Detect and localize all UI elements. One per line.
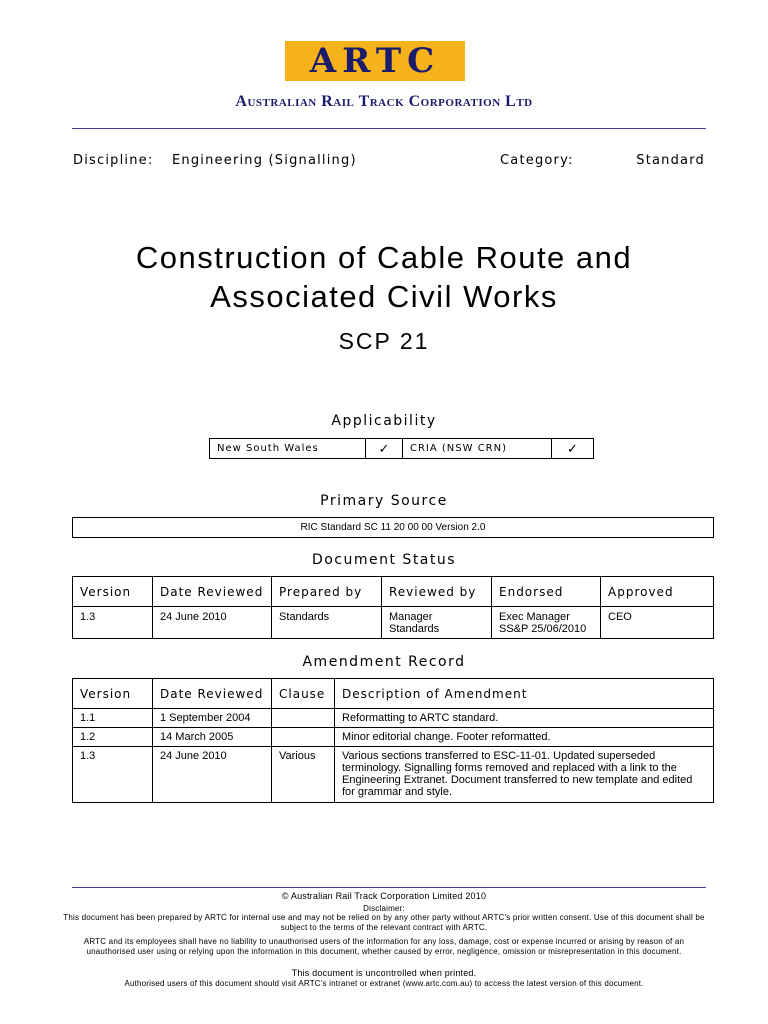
amendment-clause	[272, 709, 335, 728]
amendment-version: 1.1	[73, 709, 153, 728]
applicability-label: Applicability	[331, 413, 437, 429]
status-endorsed	[492, 607, 601, 639]
footer-uncontrolled: This document is uncontrolled when printed.	[291, 968, 477, 978]
amendment-description: Minor editorial change. Footer reformatted.	[335, 728, 714, 747]
applicability-item-nsw: New South Wales	[210, 439, 366, 459]
company-name: Australian Rail Track Corporation Ltd	[235, 93, 533, 110]
table-row	[73, 728, 714, 747]
column-header: Version	[73, 577, 153, 607]
column-header: Date Reviewed	[153, 577, 272, 607]
document-title	[40, 238, 728, 316]
status-reviewed	[382, 607, 492, 639]
status-endorsed-line-1: Exec Manager	[499, 611, 570, 623]
column-header: Date Reviewed	[153, 679, 272, 709]
applicability-row	[210, 439, 594, 459]
table-row	[73, 607, 714, 639]
discipline-value: Engineering (Signalling)	[172, 153, 357, 168]
footer-disclaimer-title: Disclaimer:	[363, 904, 405, 913]
discipline-label: Discipline:	[73, 153, 154, 168]
amendment-date: 24 June 2010	[153, 747, 272, 803]
logo-text: ARTC	[309, 41, 441, 81]
amendment-clause	[272, 728, 335, 747]
table-row	[73, 747, 714, 803]
column-header: Version	[73, 679, 153, 709]
primary-source-table	[72, 517, 714, 538]
column-header: Prepared by	[272, 577, 382, 607]
column-header: Endorsed	[492, 577, 601, 607]
footer-divider	[72, 887, 706, 888]
column-header: Description of Amendment	[335, 679, 714, 709]
column-header: Reviewed by	[382, 577, 492, 607]
amendment-date: 1 September 2004	[153, 709, 272, 728]
primary-source-label: Primary Source	[320, 493, 448, 509]
document-status-table	[72, 576, 714, 639]
status-endorsed-line-2: SS&P 25/06/2010	[499, 623, 587, 635]
amendment-description: Reformatting to ARTC standard.	[335, 709, 714, 728]
check-icon: ✓	[552, 439, 594, 459]
footer-copyright: © Australian Rail Track Corporation Limited 2010	[281, 891, 487, 901]
amendment-date: 14 March 2005	[153, 728, 272, 747]
status-approved: CEO	[601, 607, 714, 639]
header-divider	[72, 128, 706, 129]
status-reviewed-line-2: Standards	[389, 623, 440, 635]
column-header: Approved	[601, 577, 714, 607]
category-label: Category:	[500, 153, 574, 168]
status-version: 1.3	[73, 607, 153, 639]
document-status-label: Document Status	[311, 552, 457, 568]
artc-logo	[285, 41, 465, 81]
amendment-version: 1.3	[73, 747, 153, 803]
title-line-2: Associated Civil Works	[210, 279, 558, 314]
amendment-description: Various sections transferred to ESC-11-01. Updated superseded terminology. Signalling forms removed and replaced with a link to the Engineering Extranet. Document transferred to new template and edited for grammar and style.	[335, 747, 714, 803]
check-icon: ✓	[366, 439, 403, 459]
footer-disclaimer-1: This document has been prepared by ARTC for internal use and may not be relied on by any other party without ARTC's prior written consent. Use of this document shall be subject to the terms of the relevant contract with ARTC.	[63, 913, 705, 932]
applicability-table	[209, 438, 594, 459]
applicability-item-cria: CRIA (NSW CRN)	[403, 439, 552, 459]
amendment-version: 1.2	[73, 728, 153, 747]
footer-authorised: Authorised users of this document should visit ARTC's intranet or extranet (www.artc.com.au) to access the latest version of this document.	[124, 979, 644, 988]
amendment-clause: Various	[272, 747, 335, 803]
primary-source-value: RIC Standard SC 11 20 00 00 Version 2.0	[73, 518, 714, 538]
amendment-record-table	[72, 678, 714, 803]
column-header: Clause	[272, 679, 335, 709]
status-prepared: Standards	[272, 607, 382, 639]
footer-disclaimer-2: ARTC and its employees shall have no liability to unauthorised users of the information for any loss, damage, cost or expense incurred or arising by reason of an unauthorised user using or relying upon the information in this document, whether caused by error, negligence, omission or misrepresentation in this document.	[83, 937, 685, 956]
status-header-row	[73, 577, 714, 607]
amendment-record-label: Amendment Record	[302, 654, 466, 670]
document-code: SCP 21	[338, 328, 430, 354]
table-row	[73, 709, 714, 728]
status-date: 24 June 2010	[153, 607, 272, 639]
status-reviewed-line-1: Manager	[389, 611, 433, 623]
category-value: Standard	[636, 153, 705, 168]
title-line-1: Construction of Cable Route and	[135, 240, 633, 275]
amendment-header-row	[73, 679, 714, 709]
